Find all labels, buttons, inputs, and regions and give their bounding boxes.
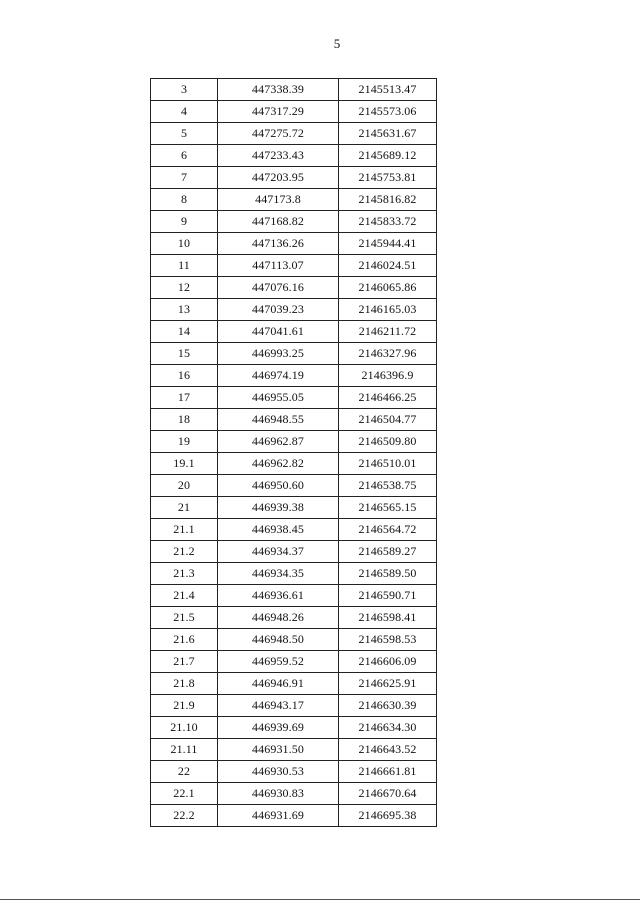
point-number-cell: 17: [151, 387, 218, 409]
y-coordinate-cell: 2146589.50: [339, 563, 437, 585]
table-row: [151, 299, 437, 321]
table-row: [151, 321, 437, 343]
y-coordinate-cell: 2145753.81: [339, 167, 437, 189]
table-row: [151, 673, 437, 695]
bottom-page-rule: [0, 899, 640, 900]
point-number-cell: 7: [151, 167, 218, 189]
point-number-cell: 21.10: [151, 717, 218, 739]
y-coordinate-cell: 2146695.38: [339, 805, 437, 827]
x-coordinate-cell: 447173.8: [218, 189, 339, 211]
table-row: [151, 563, 437, 585]
point-number-cell: 19.1: [151, 453, 218, 475]
point-number-cell: 19: [151, 431, 218, 453]
table-row: [151, 541, 437, 563]
point-number-cell: 16: [151, 365, 218, 387]
y-coordinate-cell: 2146670.64: [339, 783, 437, 805]
coordinates-table: [150, 78, 437, 827]
y-coordinate-cell: 2146634.30: [339, 717, 437, 739]
x-coordinate-cell: 446930.83: [218, 783, 339, 805]
table-row: [151, 277, 437, 299]
x-coordinate-cell: 446955.05: [218, 387, 339, 409]
point-number-cell: 10: [151, 233, 218, 255]
point-number-cell: 21.5: [151, 607, 218, 629]
y-coordinate-cell: 2145689.12: [339, 145, 437, 167]
x-coordinate-cell: 446934.35: [218, 563, 339, 585]
y-coordinate-cell: 2145513.47: [339, 79, 437, 101]
table-row: [151, 739, 437, 761]
table-row: [151, 585, 437, 607]
table-row: [151, 519, 437, 541]
table-row: [151, 695, 437, 717]
x-coordinate-cell: 446943.17: [218, 695, 339, 717]
y-coordinate-cell: 2146564.72: [339, 519, 437, 541]
y-coordinate-cell: 2145631.67: [339, 123, 437, 145]
table-row: [151, 409, 437, 431]
y-coordinate-cell: 2146625.91: [339, 673, 437, 695]
point-number-cell: 14: [151, 321, 218, 343]
x-coordinate-cell: 447275.72: [218, 123, 339, 145]
x-coordinate-cell: 447039.23: [218, 299, 339, 321]
x-coordinate-cell: 446939.38: [218, 497, 339, 519]
y-coordinate-cell: 2146598.53: [339, 629, 437, 651]
x-coordinate-cell: 446993.25: [218, 343, 339, 365]
table-row: [151, 387, 437, 409]
y-coordinate-cell: 2146165.03: [339, 299, 437, 321]
y-coordinate-cell: 2146211.72: [339, 321, 437, 343]
y-coordinate-cell: 2146466.25: [339, 387, 437, 409]
x-coordinate-cell: 446931.69: [218, 805, 339, 827]
y-coordinate-cell: 2146327.96: [339, 343, 437, 365]
table-row: [151, 475, 437, 497]
point-number-cell: 3: [151, 79, 218, 101]
x-coordinate-cell: 447041.61: [218, 321, 339, 343]
table-row: [151, 189, 437, 211]
x-coordinate-cell: 447168.82: [218, 211, 339, 233]
table-row: [151, 343, 437, 365]
point-number-cell: 21.2: [151, 541, 218, 563]
x-coordinate-cell: 446962.82: [218, 453, 339, 475]
x-coordinate-cell: 447136.26: [218, 233, 339, 255]
x-coordinate-cell: 446974.19: [218, 365, 339, 387]
page-number: 5: [333, 36, 341, 51]
y-coordinate-cell: 2146643.52: [339, 739, 437, 761]
coordinates-table-body: [151, 79, 437, 827]
y-coordinate-cell: 2145944.41: [339, 233, 437, 255]
x-coordinate-cell: 447113.07: [218, 255, 339, 277]
point-number-cell: 13: [151, 299, 218, 321]
point-number-cell: 6: [151, 145, 218, 167]
table-row: [151, 79, 437, 101]
x-coordinate-cell: 446930.53: [218, 761, 339, 783]
x-coordinate-cell: 446934.37: [218, 541, 339, 563]
y-coordinate-cell: 2146606.09: [339, 651, 437, 673]
x-coordinate-cell: 446931.50: [218, 739, 339, 761]
table-row: [151, 101, 437, 123]
table-row: [151, 717, 437, 739]
y-coordinate-cell: 2146589.27: [339, 541, 437, 563]
y-coordinate-cell: 2146630.39: [339, 695, 437, 717]
point-number-cell: 21.4: [151, 585, 218, 607]
y-coordinate-cell: 2146661.81: [339, 761, 437, 783]
x-coordinate-cell: 446950.60: [218, 475, 339, 497]
table-row: [151, 255, 437, 277]
x-coordinate-cell: 447076.16: [218, 277, 339, 299]
point-number-cell: 8: [151, 189, 218, 211]
point-number-cell: 21.11: [151, 739, 218, 761]
table-row: [151, 805, 437, 827]
x-coordinate-cell: 446938.45: [218, 519, 339, 541]
table-row: [151, 145, 437, 167]
table-row: [151, 167, 437, 189]
point-number-cell: 21.6: [151, 629, 218, 651]
point-number-cell: 22.1: [151, 783, 218, 805]
point-number-cell: 21: [151, 497, 218, 519]
y-coordinate-cell: 2146598.41: [339, 607, 437, 629]
point-number-cell: 22: [151, 761, 218, 783]
point-number-cell: 21.9: [151, 695, 218, 717]
x-coordinate-cell: 446946.91: [218, 673, 339, 695]
point-number-cell: 18: [151, 409, 218, 431]
y-coordinate-cell: 2146538.75: [339, 475, 437, 497]
point-number-cell: 21.3: [151, 563, 218, 585]
x-coordinate-cell: 447338.39: [218, 79, 339, 101]
table-row: [151, 497, 437, 519]
table-row: [151, 629, 437, 651]
point-number-cell: 12: [151, 277, 218, 299]
point-number-cell: 5: [151, 123, 218, 145]
table-row: [151, 233, 437, 255]
table-row: [151, 607, 437, 629]
table-row: [151, 761, 437, 783]
x-coordinate-cell: 446936.61: [218, 585, 339, 607]
x-coordinate-cell: 446948.55: [218, 409, 339, 431]
point-number-cell: 21.7: [151, 651, 218, 673]
table-row: [151, 365, 437, 387]
x-coordinate-cell: 446962.87: [218, 431, 339, 453]
y-coordinate-cell: 2145833.72: [339, 211, 437, 233]
y-coordinate-cell: 2146065.86: [339, 277, 437, 299]
y-coordinate-cell: 2146565.15: [339, 497, 437, 519]
x-coordinate-cell: 446948.50: [218, 629, 339, 651]
x-coordinate-cell: 446959.52: [218, 651, 339, 673]
point-number-cell: 21.8: [151, 673, 218, 695]
y-coordinate-cell: 2146590.71: [339, 585, 437, 607]
point-number-cell: 15: [151, 343, 218, 365]
point-number-cell: 11: [151, 255, 218, 277]
x-coordinate-cell: 446948.26: [218, 607, 339, 629]
point-number-cell: 20: [151, 475, 218, 497]
table-row: [151, 783, 437, 805]
y-coordinate-cell: 2145573.06: [339, 101, 437, 123]
y-coordinate-cell: 2145816.82: [339, 189, 437, 211]
point-number-cell: 9: [151, 211, 218, 233]
point-number-cell: 22.2: [151, 805, 218, 827]
x-coordinate-cell: 447317.29: [218, 101, 339, 123]
table-row: [151, 123, 437, 145]
y-coordinate-cell: 2146504.77: [339, 409, 437, 431]
x-coordinate-cell: 446939.69: [218, 717, 339, 739]
point-number-cell: 4: [151, 101, 218, 123]
y-coordinate-cell: 2146510.01: [339, 453, 437, 475]
y-coordinate-cell: 2146509.80: [339, 431, 437, 453]
table-row: [151, 431, 437, 453]
x-coordinate-cell: 447203.95: [218, 167, 339, 189]
point-number-cell: 21.1: [151, 519, 218, 541]
y-coordinate-cell: 2146396.9: [339, 365, 437, 387]
table-row: [151, 211, 437, 233]
table-row: [151, 453, 437, 475]
x-coordinate-cell: 447233.43: [218, 145, 339, 167]
table-row: [151, 651, 437, 673]
y-coordinate-cell: 2146024.51: [339, 255, 437, 277]
